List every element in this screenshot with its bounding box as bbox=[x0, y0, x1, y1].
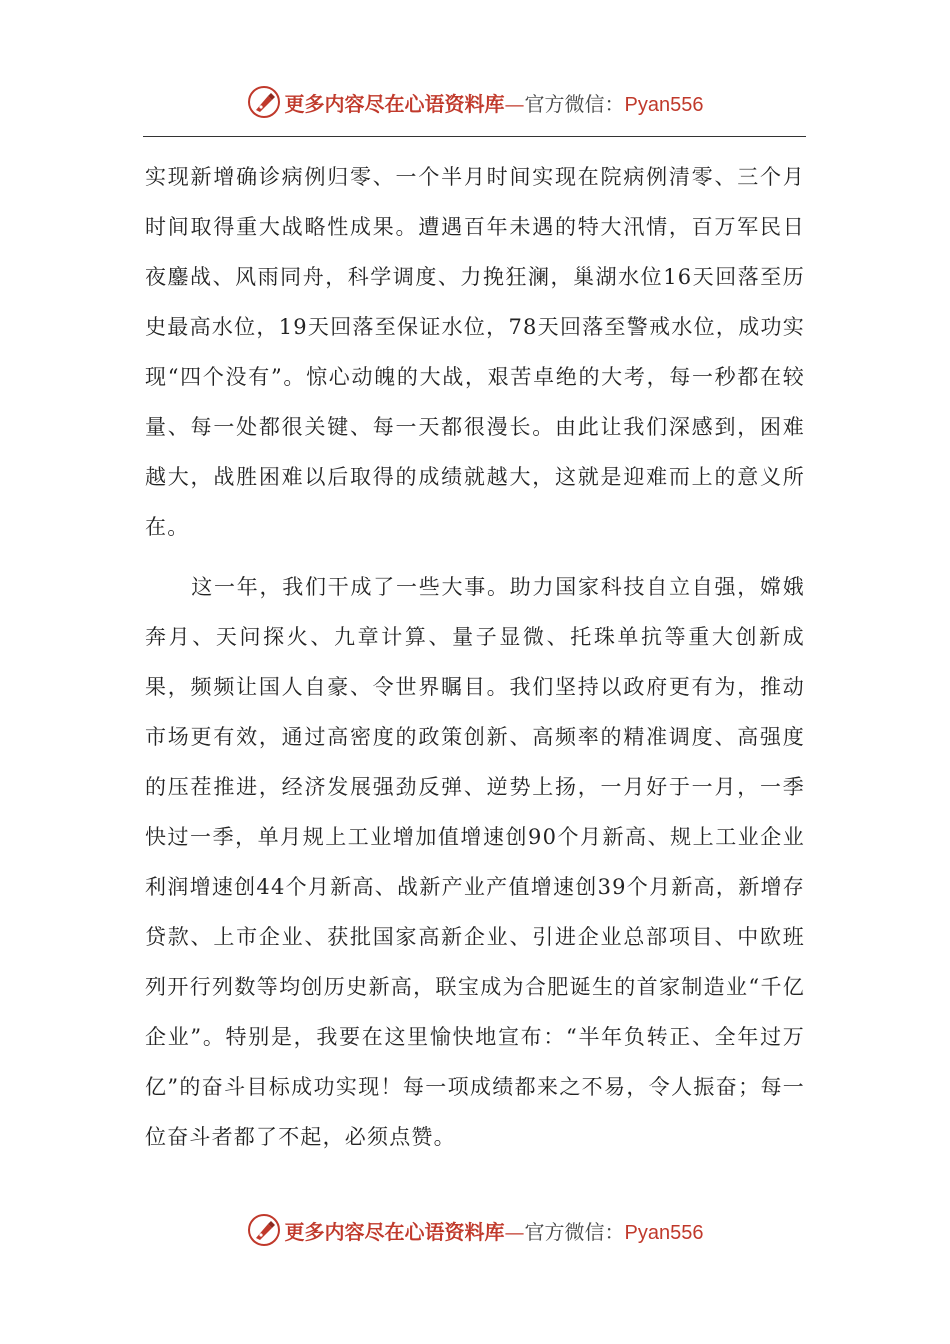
footer-separator: — bbox=[504, 1219, 525, 1244]
pen-nib-logo-icon bbox=[247, 1213, 281, 1247]
footer-banner bbox=[0, 1210, 950, 1250]
header-wechat-label: 官方微信： bbox=[524, 91, 625, 116]
body-paragraph-2: 这一年，我们干成了一些大事。助力国家科技自立自强，嫦娥奔月、天问探火、九章计算、量子显微、托珠单抗等重大创新成果，频频让国人自豪、令世界瞩目。我们坚持以政府更有为，推动市场更有效，通过高密度的政策创新、高频率的精准调度、高强度的压茬推进，经济发展强劲反弹、逆势上扬，一月好于一月，一季快过一季，单月规上工业增加值增速创90个月新高、规上工业企业利润增速创44个月新高、战新产业产值增速创39个月新高，新增存贷款、上市企业、获批国家高新企业、引进企业总部项目、中欧班列开行列数等均创历史新高，联宝成为合肥诞生的首家制造业“千亿企业”。特别是，我要在这里愉快地宣布：“半年负转正、全年过万亿”的奋斗目标成功实现！每一项成绩都来之不易，令人振奋；每一位奋斗者都了不起，必须点赞。 bbox=[145, 575, 805, 1149]
header-banner bbox=[0, 82, 950, 122]
document-body bbox=[145, 152, 805, 1162]
header-wechat-id: Pyan556 bbox=[624, 93, 704, 116]
pen-nib-logo-icon bbox=[247, 85, 281, 119]
footer-wechat-label: 官方微信： bbox=[524, 1219, 625, 1244]
footer-text bbox=[285, 1216, 704, 1245]
body-paragraph-1: 实现新增确诊病例归零、一个半月时间实现在院病例清零、三个月时间取得重大战略性成果。遭遇百年未遇的特大汛情，百万军民日夜鏖战、风雨同舟，科学调度、力挽狂澜，巢湖水位16天回落至历史最高水位，19天回落至保证水位，78天回落至警戒水位，成功实现“四个没有”。惊心动魄的大战，艰苦卓绝的大考，每一秒都在较量、每一处都很关键、每一天都很漫长。由此让我们深感到，困难越大，战胜困难以后取得的成绩就越大，这就是迎难而上的意义所在。 bbox=[145, 165, 805, 539]
header-divider bbox=[143, 136, 806, 137]
footer-wechat-id: Pyan556 bbox=[624, 1221, 704, 1244]
footer-brand: 更多内容尽在心语资料库 bbox=[284, 1219, 505, 1244]
header-separator: — bbox=[504, 91, 525, 116]
header-text bbox=[285, 88, 704, 117]
header-brand: 更多内容尽在心语资料库 bbox=[284, 91, 505, 116]
